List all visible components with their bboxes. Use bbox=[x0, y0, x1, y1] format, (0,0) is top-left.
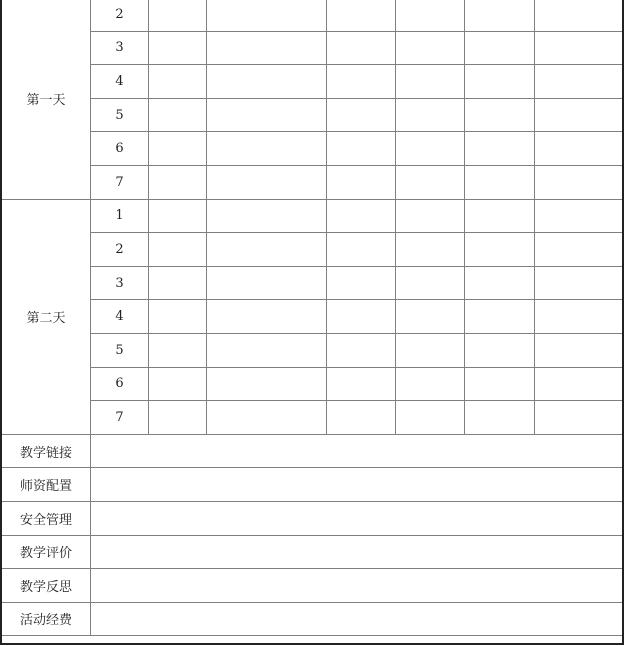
table-row bbox=[2, 132, 623, 166]
period-number: 5 bbox=[91, 333, 149, 367]
schedule-cell[interactable] bbox=[465, 300, 535, 334]
schedule-cell[interactable] bbox=[327, 199, 396, 233]
schedule-cell[interactable] bbox=[207, 132, 327, 166]
row-label-budget: 活动经费 bbox=[2, 602, 91, 636]
schedule-table bbox=[1, 0, 623, 636]
schedule-cell[interactable] bbox=[207, 65, 327, 99]
table-row bbox=[2, 434, 623, 468]
table-row bbox=[2, 367, 623, 401]
schedule-cell[interactable] bbox=[327, 0, 396, 31]
info-cell[interactable] bbox=[91, 434, 623, 468]
day-label: 第二天 bbox=[2, 199, 91, 434]
schedule-cell[interactable] bbox=[207, 165, 327, 199]
schedule-cell[interactable] bbox=[149, 31, 207, 65]
schedule-cell[interactable] bbox=[327, 333, 396, 367]
schedule-cell[interactable] bbox=[149, 98, 207, 132]
schedule-cell[interactable] bbox=[149, 300, 207, 334]
table-row bbox=[2, 401, 623, 435]
schedule-cell[interactable] bbox=[535, 367, 623, 401]
table-row bbox=[2, 535, 623, 569]
schedule-cell[interactable] bbox=[327, 132, 396, 166]
schedule-cell[interactable] bbox=[465, 65, 535, 99]
schedule-cell[interactable] bbox=[396, 132, 465, 166]
schedule-cell[interactable] bbox=[327, 401, 396, 435]
schedule-cell[interactable] bbox=[207, 31, 327, 65]
table-row bbox=[2, 468, 623, 502]
schedule-cell[interactable] bbox=[465, 132, 535, 166]
schedule-cell[interactable] bbox=[535, 132, 623, 166]
schedule-cell[interactable] bbox=[149, 401, 207, 435]
table-row bbox=[2, 333, 623, 367]
schedule-cell[interactable] bbox=[535, 31, 623, 65]
schedule-cell[interactable] bbox=[207, 233, 327, 267]
schedule-cell[interactable] bbox=[535, 401, 623, 435]
row-label-safety: 安全管理 bbox=[2, 501, 91, 535]
row-label-evaluation: 教学评价 bbox=[2, 535, 91, 569]
schedule-cell[interactable] bbox=[396, 266, 465, 300]
schedule-cell[interactable] bbox=[327, 165, 396, 199]
schedule-cell[interactable] bbox=[327, 98, 396, 132]
schedule-cell[interactable] bbox=[149, 165, 207, 199]
schedule-cell[interactable] bbox=[465, 98, 535, 132]
schedule-cell[interactable] bbox=[465, 0, 535, 31]
schedule-cell[interactable] bbox=[149, 367, 207, 401]
period-number: 4 bbox=[91, 65, 149, 99]
info-cell[interactable] bbox=[91, 602, 623, 636]
schedule-cell[interactable] bbox=[465, 165, 535, 199]
table-row bbox=[2, 300, 623, 334]
schedule-cell[interactable] bbox=[465, 266, 535, 300]
schedule-cell[interactable] bbox=[207, 401, 327, 435]
schedule-cell[interactable] bbox=[535, 333, 623, 367]
schedule-cell[interactable] bbox=[327, 31, 396, 65]
schedule-cell[interactable] bbox=[327, 233, 396, 267]
row-label-teaching-link: 教学链接 bbox=[2, 434, 91, 468]
schedule-cell[interactable] bbox=[149, 266, 207, 300]
schedule-cell[interactable] bbox=[396, 98, 465, 132]
schedule-cell[interactable] bbox=[207, 333, 327, 367]
schedule-cell[interactable] bbox=[396, 31, 465, 65]
table-outer-border-left bbox=[0, 0, 2, 645]
period-number: 3 bbox=[91, 266, 149, 300]
period-number: 6 bbox=[91, 367, 149, 401]
schedule-cell[interactable] bbox=[465, 233, 535, 267]
period-number: 5 bbox=[91, 98, 149, 132]
schedule-cell[interactable] bbox=[535, 98, 623, 132]
schedule-cell[interactable] bbox=[207, 266, 327, 300]
schedule-cell[interactable] bbox=[396, 367, 465, 401]
info-cell[interactable] bbox=[91, 569, 623, 603]
schedule-cell[interactable] bbox=[396, 333, 465, 367]
table-row bbox=[2, 233, 623, 267]
schedule-cell[interactable] bbox=[535, 233, 623, 267]
schedule-cell[interactable] bbox=[396, 233, 465, 267]
schedule-cell[interactable] bbox=[149, 65, 207, 99]
row-label-reflection: 教学反思 bbox=[2, 569, 91, 603]
schedule-cell[interactable] bbox=[396, 401, 465, 435]
period-number: 1 bbox=[91, 199, 149, 233]
row-label-staffing: 师资配置 bbox=[2, 468, 91, 502]
schedule-cell[interactable] bbox=[535, 266, 623, 300]
schedule-cell[interactable] bbox=[207, 98, 327, 132]
schedule-cell[interactable] bbox=[465, 401, 535, 435]
schedule-cell[interactable] bbox=[207, 199, 327, 233]
table-row bbox=[2, 165, 623, 199]
info-cell[interactable] bbox=[91, 501, 623, 535]
schedule-cell[interactable] bbox=[396, 65, 465, 99]
table-row bbox=[2, 501, 623, 535]
period-number: 2 bbox=[91, 233, 149, 267]
table-row bbox=[2, 98, 623, 132]
schedule-cell[interactable] bbox=[535, 199, 623, 233]
table-row bbox=[2, 0, 623, 31]
table-row bbox=[2, 199, 623, 233]
schedule-cell[interactable] bbox=[149, 132, 207, 166]
schedule-cell[interactable] bbox=[149, 0, 207, 31]
table-row bbox=[2, 266, 623, 300]
schedule-cell[interactable] bbox=[207, 367, 327, 401]
info-cell[interactable] bbox=[91, 535, 623, 569]
schedule-cell[interactable] bbox=[327, 65, 396, 99]
schedule-cell[interactable] bbox=[327, 300, 396, 334]
schedule-cell[interactable] bbox=[327, 266, 396, 300]
schedule-cell[interactable] bbox=[207, 0, 327, 31]
schedule-cell[interactable] bbox=[207, 300, 327, 334]
schedule-cell[interactable] bbox=[535, 0, 623, 31]
schedule-cell[interactable] bbox=[396, 165, 465, 199]
schedule-cell[interactable] bbox=[535, 65, 623, 99]
period-number: 2 bbox=[91, 0, 149, 31]
period-number: 7 bbox=[91, 165, 149, 199]
schedule-cell[interactable] bbox=[465, 199, 535, 233]
period-number: 4 bbox=[91, 300, 149, 334]
info-cell[interactable] bbox=[91, 468, 623, 502]
schedule-cell[interactable] bbox=[149, 199, 207, 233]
schedule-cell[interactable] bbox=[396, 199, 465, 233]
schedule-cell[interactable] bbox=[465, 367, 535, 401]
schedule-cell[interactable] bbox=[149, 233, 207, 267]
schedule-cell[interactable] bbox=[535, 165, 623, 199]
schedule-cell[interactable] bbox=[465, 31, 535, 65]
schedule-cell[interactable] bbox=[149, 333, 207, 367]
schedule-cell[interactable] bbox=[396, 0, 465, 31]
table-outer-border-right bbox=[622, 0, 624, 645]
table-row bbox=[2, 65, 623, 99]
period-number: 7 bbox=[91, 401, 149, 435]
schedule-cell[interactable] bbox=[465, 333, 535, 367]
period-number: 6 bbox=[91, 132, 149, 166]
table-row bbox=[2, 569, 623, 603]
table-row bbox=[2, 31, 623, 65]
schedule-cell[interactable] bbox=[535, 300, 623, 334]
schedule-cell[interactable] bbox=[396, 300, 465, 334]
schedule-cell[interactable] bbox=[327, 367, 396, 401]
period-number: 3 bbox=[91, 31, 149, 65]
table-row bbox=[2, 602, 623, 636]
table-outer-border-bottom bbox=[0, 643, 624, 645]
day-label: 第一天 bbox=[2, 0, 91, 199]
